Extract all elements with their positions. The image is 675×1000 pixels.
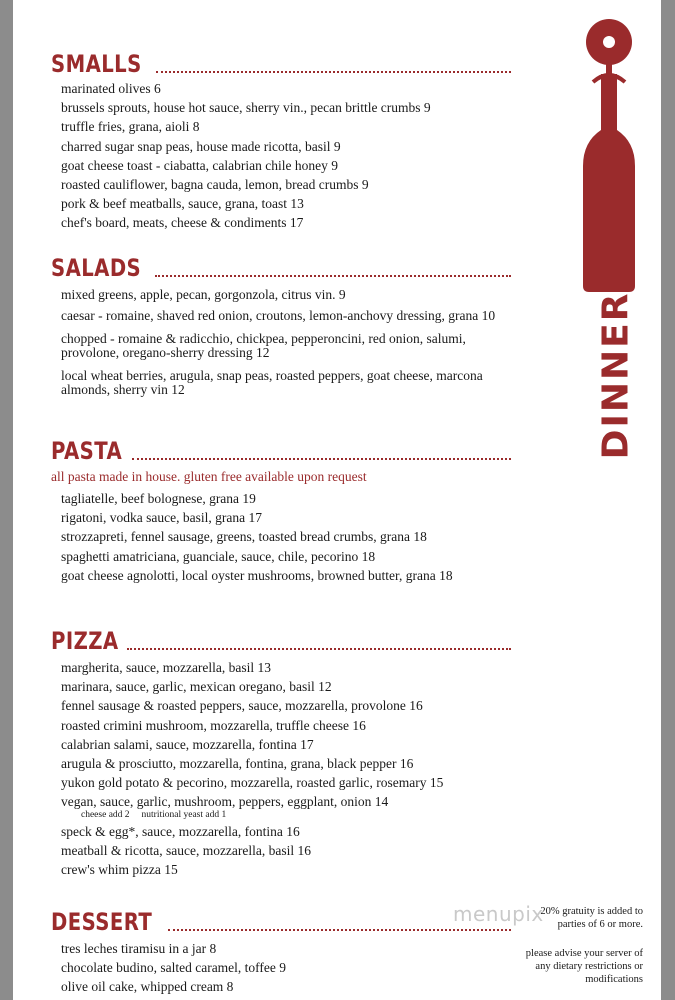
menu-item: yukon gold potato & pecorino, mozzarella, roasted garlic, rosemary 15 xyxy=(61,775,444,791)
menu-item: tagliatelle, beef bolognese, grana 19 xyxy=(61,491,256,506)
menu-item: chopped - romaine & radicchio, chickpea, pepperoncini, red onion, salumi, provolone, oregano-sherry dressing 12 xyxy=(61,331,466,361)
dotted-rule xyxy=(132,458,511,460)
dotted-rule xyxy=(156,71,511,73)
addon-nutritional-yeast: nutritional yeast add 1 xyxy=(141,809,227,820)
menu-item: roasted crimini mushroom, mozzarella, truffle cheese 16 xyxy=(61,717,366,733)
menu-item: marinated olives 6 xyxy=(61,81,161,96)
menu-item: pork & beef meatballs, sauce, grana, toast 13 xyxy=(61,196,304,212)
menu-item: truffle fries, grana, aioli 8 xyxy=(61,119,200,135)
menu-item: chocolate budino, salted caramel, toffee 9 xyxy=(61,960,287,976)
addon-cheese: cheese add 2 xyxy=(81,809,130,820)
section-salads xyxy=(51,251,511,406)
menu-item: roasted cauliflower, bagna cauda, lemon, bread crumbs 9 xyxy=(61,177,369,193)
menu-item: mixed greens, apple, pecan, gorgonzola, citrus vin. 9 xyxy=(61,287,346,302)
dotted-rule xyxy=(168,929,511,931)
pasta-note: all pasta made in house. gluten free available upon request xyxy=(51,469,367,484)
menu-item: goat cheese agnolotti, local oyster mushrooms, browned butter, grana 18 xyxy=(61,567,453,583)
menu-page xyxy=(13,0,661,1000)
dotted-rule xyxy=(127,648,511,650)
menu-item: spaghetti amatriciana, guanciale, sauce, chile, pecorino 18 xyxy=(61,548,376,564)
menu-item: charred sugar snap peas, house made ricotta, basil 9 xyxy=(61,138,341,154)
menu-item: calabrian salami, sauce, mozzarella, fontina 17 xyxy=(61,736,314,752)
section-smalls xyxy=(51,47,511,233)
menu-item: crew's whim pizza 15 xyxy=(61,862,178,878)
section-title: SMALLS xyxy=(51,50,142,78)
menu-item: local wheat berries, arugula, snap peas, roasted peppers, goat cheese, marcona almonds, sherry vin 12 xyxy=(61,368,483,398)
menu-item: marinara, sauce, garlic, mexican oregano, basil 12 xyxy=(61,679,332,695)
menu-item: speck & egg*, sauce, mozzarella, fontina 16 xyxy=(61,823,300,839)
section-title: PASTA xyxy=(51,437,123,465)
section-title: SALADS xyxy=(51,254,142,282)
menu-item: meatball & ricotta, sauce, mozzarella, basil 16 xyxy=(61,842,312,858)
section-title: DESSERT xyxy=(51,908,153,936)
menu-item: caesar - romaine, shaved red onion, croutons, lemon-anchovy dressing, grana 10 xyxy=(61,308,496,324)
watermark: menupix xyxy=(453,902,544,926)
menu-item: goat cheese toast - ciabatta, calabrian chile honey 9 xyxy=(61,157,338,173)
menu-item: margherita, sauce, mozzarella, basil 13 xyxy=(61,660,272,675)
menu-item: fennel sausage & roasted peppers, sauce, mozzarella, provolone 16 xyxy=(61,698,423,714)
menu-item: brussels sprouts, house hot sauce, sherry vin., pecan brittle crumbs 9 xyxy=(61,100,431,116)
menu-item: arugula & prosciutto, mozzarella, fontina, grana, black pepper 16 xyxy=(61,756,414,772)
section-pasta xyxy=(51,434,511,585)
menu-item: vegan, sauce, garlic, mushroom, peppers, eggplant, onion 14 xyxy=(61,794,389,810)
dotted-rule xyxy=(155,275,511,277)
dietary-note: please advise your server of any dietary restrictions or modifications xyxy=(525,948,643,985)
menu-item: tres leches tiramisu in a jar 8 xyxy=(61,941,217,956)
menu-item: strozzapreti, fennel sausage, greens, toasted bread crumbs, grana 18 xyxy=(61,529,427,545)
menu-item: olive oil cake, whipped cream 8 xyxy=(61,979,234,995)
section-title: PIZZA xyxy=(51,627,119,655)
gratuity-note: 20% gratuity is added to parties of 6 or more. xyxy=(540,906,643,930)
dinner-side-title: DINNER xyxy=(595,291,637,459)
section-dessert xyxy=(51,905,511,997)
menu-item: rigatoni, vodka sauce, basil, grana 17 xyxy=(61,510,262,526)
section-pizza xyxy=(51,624,511,879)
menu-item: chef's board, meats, cheese & condiments 17 xyxy=(61,215,304,231)
